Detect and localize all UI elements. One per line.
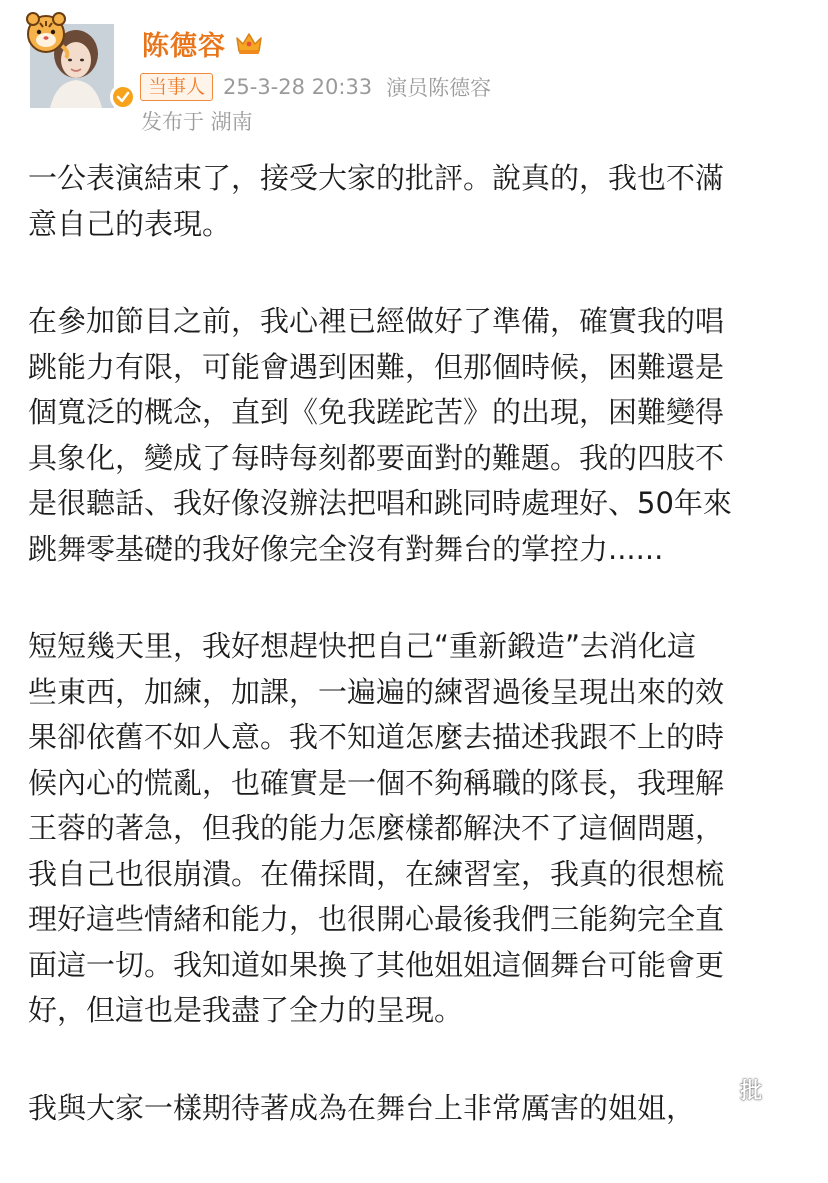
post-source: 演员陈德容 (386, 76, 492, 100)
post-meta (140, 72, 491, 102)
text-line: 面這一切。我知道如果換了其他姐姐這個舞台可能會更 (28, 947, 725, 982)
text-line: 些東西，加練，加課，一遍遍的練習過後呈現出來的效 (28, 674, 725, 709)
post-header (0, 0, 828, 150)
text-line: 是很聽話、我好像沒辦法把唱和跳同時處理好、50年來 (28, 486, 732, 520)
crown-icon (234, 30, 264, 56)
tiger-pendant-icon (22, 8, 74, 60)
text-line: 具象化，變成了每時每刻都要面對的難題。我的四肢不 (28, 440, 725, 475)
text-line: 在參加節目之前，我心裡已經做好了準備，確實我的唱 (28, 304, 725, 338)
avatar-container[interactable] (22, 8, 122, 108)
text-line: 意自己的表現。 (28, 206, 232, 241)
text-line: 好，但這也是我盡了全力的呈現。 (28, 993, 464, 1027)
paragraph-2 (28, 299, 804, 572)
paragraph-4 (28, 1086, 804, 1132)
post-timestamp[interactable]: 25-3-28 20:33 (223, 75, 373, 99)
text-line: 短短幾天里，我好想趕快把自己“重新鍛造”去消化這 (28, 629, 697, 663)
post-content (28, 156, 804, 1183)
paragraph-3 (28, 624, 804, 1034)
text-line: 個寬泛的概念，直到《免我蹉跎苦》的出現，困難變得 (28, 395, 725, 429)
verified-badge-icon (110, 84, 136, 110)
post-location: 发布于 湖南 (141, 110, 253, 134)
text-line: 王蓉的著急，但我的能力怎麼樣都解決不了這個問題， (28, 811, 725, 845)
text-line: 候內心的慌亂，也確實是一個不夠稱職的隊長，我理解 (28, 765, 725, 800)
text-line: 跳能力有限，可能會遇到困難，但那個時候，困難還是 (28, 349, 725, 384)
user-name[interactable]: 陈德容 (142, 31, 226, 62)
text-line: 理好這些情緒和能力，也很開心最後我們三能夠完全直 (28, 902, 725, 936)
text-line: 跳舞零基礎的我好像完全沒有對舞台的掌控力...... (28, 531, 664, 566)
text-line: 果卻依舊不如人意。我不知道怎麼去描述我跟不上的時 (28, 720, 725, 754)
party-tag: 当事人 (140, 73, 213, 101)
text-line: 一公表演結束了，接受大家的批評。說真的，我也不滿 (28, 161, 725, 195)
watermark: 批 (740, 1079, 763, 1104)
text-line: 我自己也很崩潰。在備採間，在練習室，我真的很想梳 (28, 856, 725, 891)
paragraph-1 (28, 156, 804, 247)
text-line: 我與大家一樣期待著成為在舞台上非常厲害的姐姐， (28, 1090, 696, 1125)
